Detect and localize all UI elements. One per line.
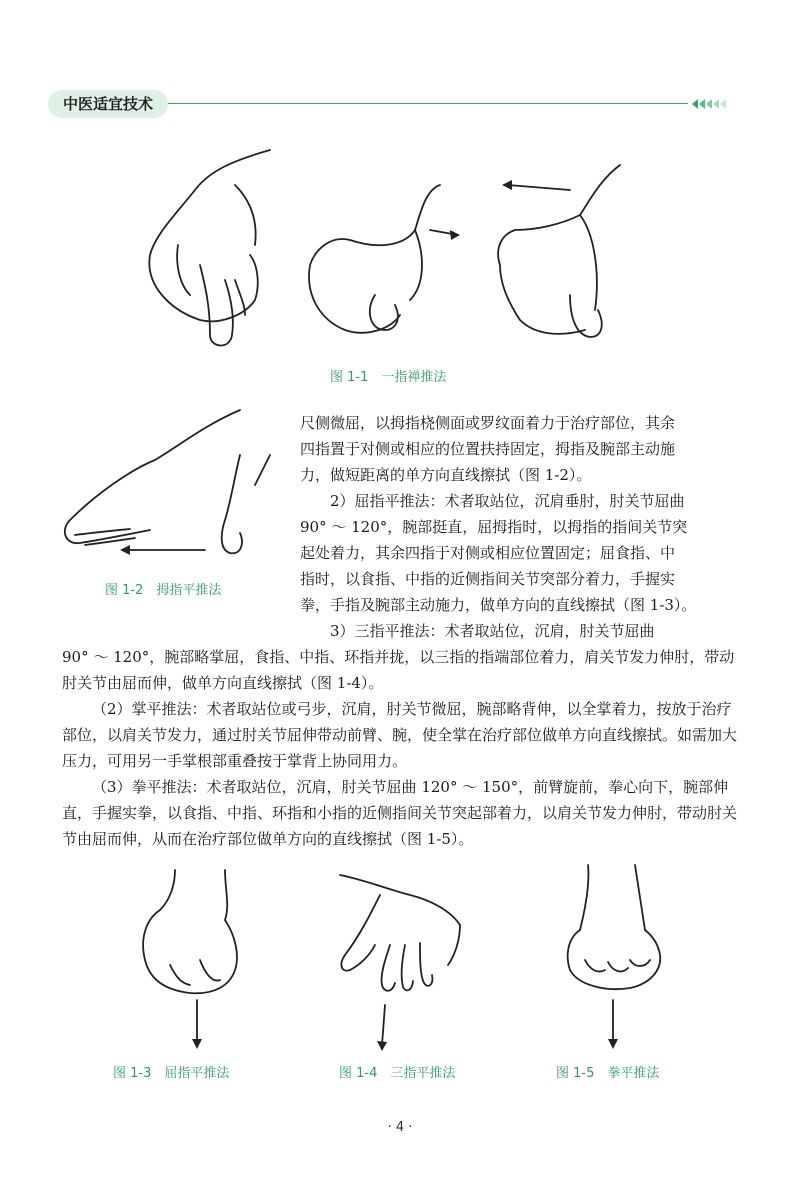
wrap-line-8: 拳，手指及腕部主动施力，做单方向的直线擦拭（图 1-3）。 [300,596,697,614]
wrap-line-3: 力，做短距离的单方向直线擦拭（图 1-2）。 [300,466,592,484]
figure-1-4-illustration [320,865,480,1055]
figure-1-2-illustration [55,405,275,570]
figure-1-3-caption: 图 1-3 屈指平推法 [113,1066,230,1081]
wrap-line-1: 尺侧微屈，以拇指桡侧面或罗纹面着力于治疗部位，其余 [300,414,676,432]
figure-1-4-caption: 图 1-4 三指平推法 [339,1066,456,1081]
para-fist-push: （3）拳平推法：术者取站位，沉肩，肘关节屈曲 120° ～ 150°，前臂旋前，拳心向下，腕部伸直，手握实拳，以食指、中指、环指和小指的近侧指间关节突起部着力，以肩关节发力伸肘，带动肘关节由屈而伸，从而在治疗部位做单方向的直线擦拭（图 1-5）。 [62,778,738,848]
wrap-line-9: 3）三指平推法：术者取站位，沉肩，肘关节屈曲 [330,622,655,640]
wrap-line-7: 指时，以食指、中指的近侧指间关节突部分着力，手握实 [300,570,676,588]
wrap-line-6: 起处着力，其余四指于对侧或相应位置固定；屈食指、中 [300,544,676,562]
header-rule [168,103,688,104]
section-title-tab: 中医适宜技术 [48,90,168,118]
page-number: · 4 · [387,1120,413,1135]
figure-1-1-illustration [140,145,640,360]
wrap-line-5: 90° ～ 120°，腕部挺直，屈拇指时，以拇指的指间关节突 [300,518,688,536]
header-arrow-icons [690,96,730,112]
wrapped-text-block [300,410,730,644]
figure-1-5-illustration [550,860,680,1055]
para-three-finger-cont: 90° ～ 120°，腕部略掌屈，食指、中指、环指并拢，以三指的指端部位着力，肩关节发力伸肘，带动肘关节由屈而伸，做单方向直线擦拭（图 1-4）。 [62,648,735,692]
figure-1-2-caption: 图 1-2 拇指平推法 [105,583,222,598]
figure-1-1-caption: 图 1-1 一指禅推法 [330,370,447,385]
wrap-line-4: 2）屈指平推法：术者取站位，沉肩垂肘，肘关节屈曲 [330,492,685,510]
wrap-line-2: 四指置于对侧或相应的位置扶持固定，拇指及腕部主动施 [300,440,676,458]
figure-1-3-illustration [120,865,290,1055]
para-palm-push: （2）掌平推法：术者取站位或弓步，沉肩，肘关节微屈，腕部略背伸，以全掌着力，按放于治疗部位，以肩关节发力，通过肘关节屈伸带动前臂、腕，使全掌在治疗部位做单方向直线擦拭。如需加大压力，可用另一手掌根部重叠按于掌背上协同用力。 [62,700,738,770]
figure-1-5-caption: 图 1-5 拳平推法 [556,1066,660,1081]
